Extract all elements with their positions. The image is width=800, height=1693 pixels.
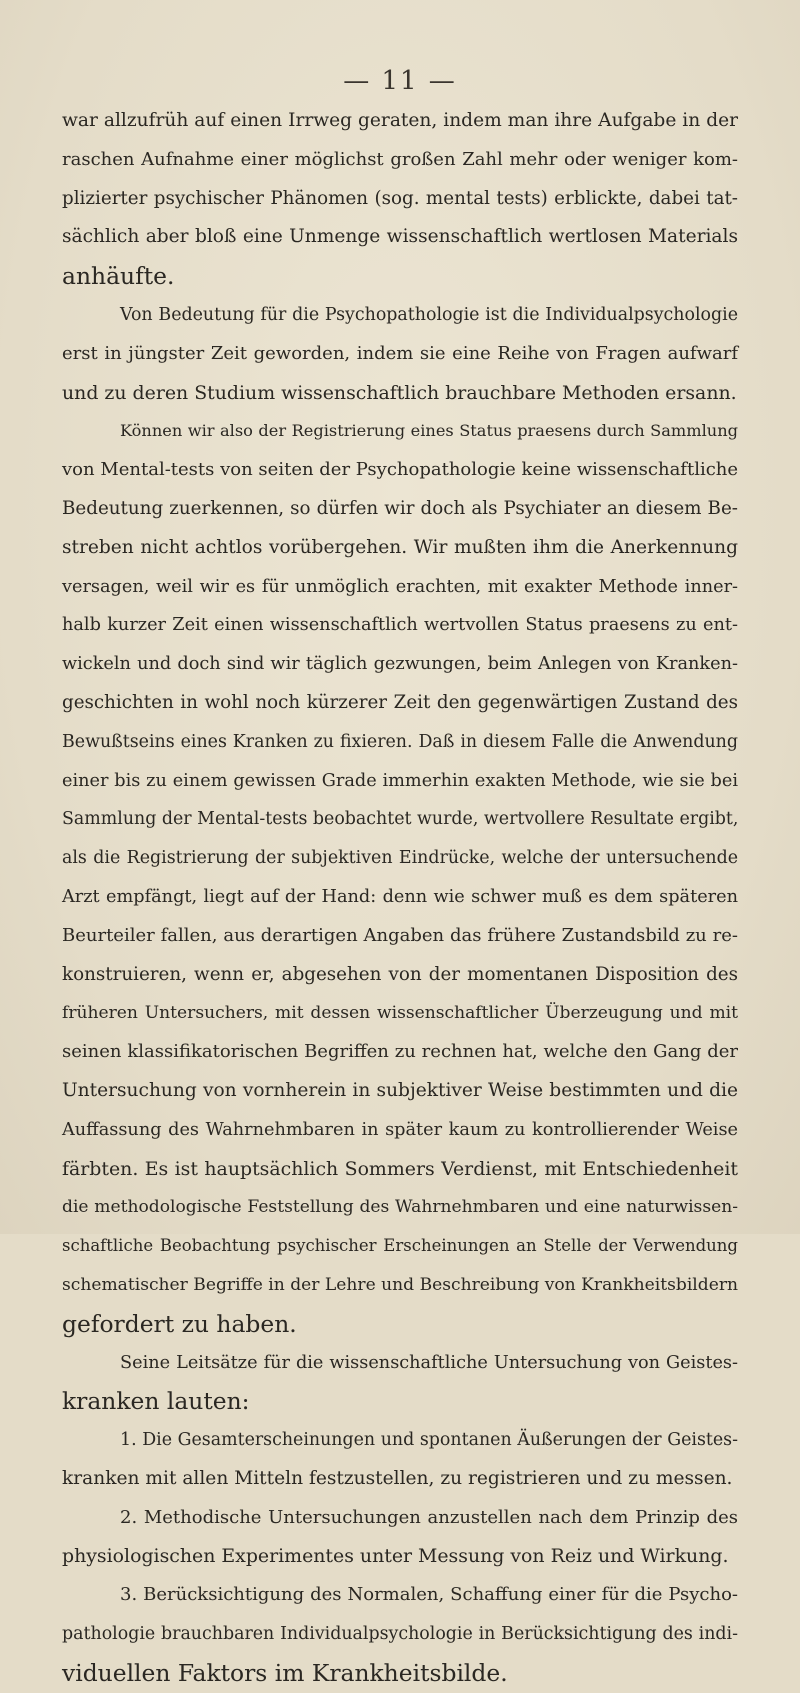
text-line: schematischer Begriffe in der Lehre und Beschreibung von Krankheitsbildern — [62, 1274, 738, 1295]
text-line: anhäufte. — [62, 262, 175, 291]
text-line: färbten. Es ist hauptsächlich Sommers Verdienst, mit Entschiedenheit — [62, 1157, 738, 1180]
text-line: Auffassung des Wahrnehmbaren in später kaum zu kontrollierender Weise — [62, 1119, 738, 1140]
text-line: geschichten in wohl noch kürzerer Zeit den gegenwärtigen Zustand des — [62, 691, 738, 713]
text-line: als die Registrierung der subjektiven Eindrücke, welche der untersuchende — [62, 848, 738, 869]
text-line: kranken lauten: — [62, 1387, 250, 1416]
text-line: früheren Untersuchers, mit dessen wissenschaftlicher Überzeugung und mit — [62, 1003, 738, 1024]
body-text — [62, 102, 738, 1693]
text-line: die methodologische Feststellung des Wahrnehmbaren und eine naturwissen- — [62, 1197, 738, 1218]
text-line: plizierter psychischer Phänomen (sog. mental tests) erblickte, dabei tat- — [62, 187, 738, 209]
text-line: und zu deren Studium wissenschaftlich brauchbare Methoden ersann. — [62, 381, 737, 404]
text-line: Arzt empfängt, liegt auf der Hand: denn wie schwer muß es dem späteren — [62, 886, 738, 907]
page-number: — 11 — — [343, 66, 457, 96]
text-line: viduellen Faktors im Krankheitsbilde. — [62, 1658, 508, 1687]
text-line: sächlich aber bloß eine Unmenge wissenschaftlich wertlosen Materials — [62, 226, 738, 248]
text-line: raschen Aufnahme einer möglichst großen Zahl mehr oder weniger kom- — [62, 148, 738, 170]
text-line: streben nicht achtlos vorübergehen. Wir mußten ihm die Anerkennung — [62, 536, 738, 558]
text-line: Beurteiler fallen, aus derartigen Angaben das frühere Zustandsbild zu re- — [62, 924, 738, 946]
text-line: konstruieren, wenn er, abgesehen von der momentanen Disposition des — [62, 963, 738, 985]
text-line: wickeln und doch sind wir täglich gezwungen, beim Anlegen von Kranken- — [62, 654, 738, 675]
text-line: Bewußtseins eines Kranken zu fixieren. Daß in diesem Falle die Anwendung — [62, 731, 738, 752]
text-line: 2. Methodische Untersuchungen anzustellen nach dem Prinzip des — [120, 1506, 738, 1528]
text-line: halb kurzer Zeit einen wissenschaftlich wertvollen Status praesens zu ent- — [62, 615, 738, 636]
text-line: Seine Leitsätze für die wissenschaftliche Untersuchung von Geistes- — [120, 1352, 738, 1373]
text-line: gefordert zu haben. — [62, 1309, 297, 1338]
text-line: schaftliche Beobachtung psychischer Erscheinungen an Stelle der Verwendung — [62, 1236, 738, 1256]
text-line: 1. Die Gesamterscheinungen und spontanen Äußerungen der Geistes- — [120, 1430, 738, 1451]
text-line: physiologischen Experimentes unter Messung von Reiz und Wirkung. — [62, 1545, 729, 1568]
text-line: Sammlung der Mental-tests beobachtet wurde, wertvollere Resultate ergibt, — [62, 809, 739, 830]
text-line: von Mental-tests von seiten der Psychopathologie keine wissenschaftliche — [62, 459, 739, 481]
text-line: kranken mit allen Mitteln festzustellen, zu registrieren und zu messen. — [62, 1467, 733, 1489]
text-line: pathologie brauchbaren Individualpsychologie in Berücksichtigung des indi- — [62, 1624, 738, 1645]
text-line: war allzufrüh auf einen Irrweg geraten, indem man ihre Aufgabe in der — [62, 110, 738, 131]
text-line: einer bis zu einem gewissen Grade immerhin exakten Methode, wie sie bei — [62, 770, 738, 791]
text-line: Können wir also der Registrierung eines Status praesens durch Sammlung — [120, 421, 738, 441]
text-line: 3. Berücksichtigung des Normalen, Schaffung einer für die Psycho- — [120, 1584, 738, 1606]
text-line: Untersuchung von vornherein in subjektiver Weise bestimmten und die — [62, 1079, 738, 1101]
text-line: erst in jüngster Zeit geworden, indem sie eine Reihe von Fragen aufwarf — [62, 342, 738, 364]
text-line: Von Bedeutung für die Psychopathologie ist die Individualpsychologie — [120, 304, 738, 325]
text-line: Bedeutung zuerkennen, so dürfen wir doch als Psychiater an diesem Be- — [62, 497, 738, 519]
text-line: seinen klassifikatorischen Begriffen zu rechnen hat, welche den Gang der — [62, 1041, 738, 1063]
text-line: versagen, weil wir es für unmöglich erachten, mit exakter Methode inner- — [62, 576, 738, 597]
